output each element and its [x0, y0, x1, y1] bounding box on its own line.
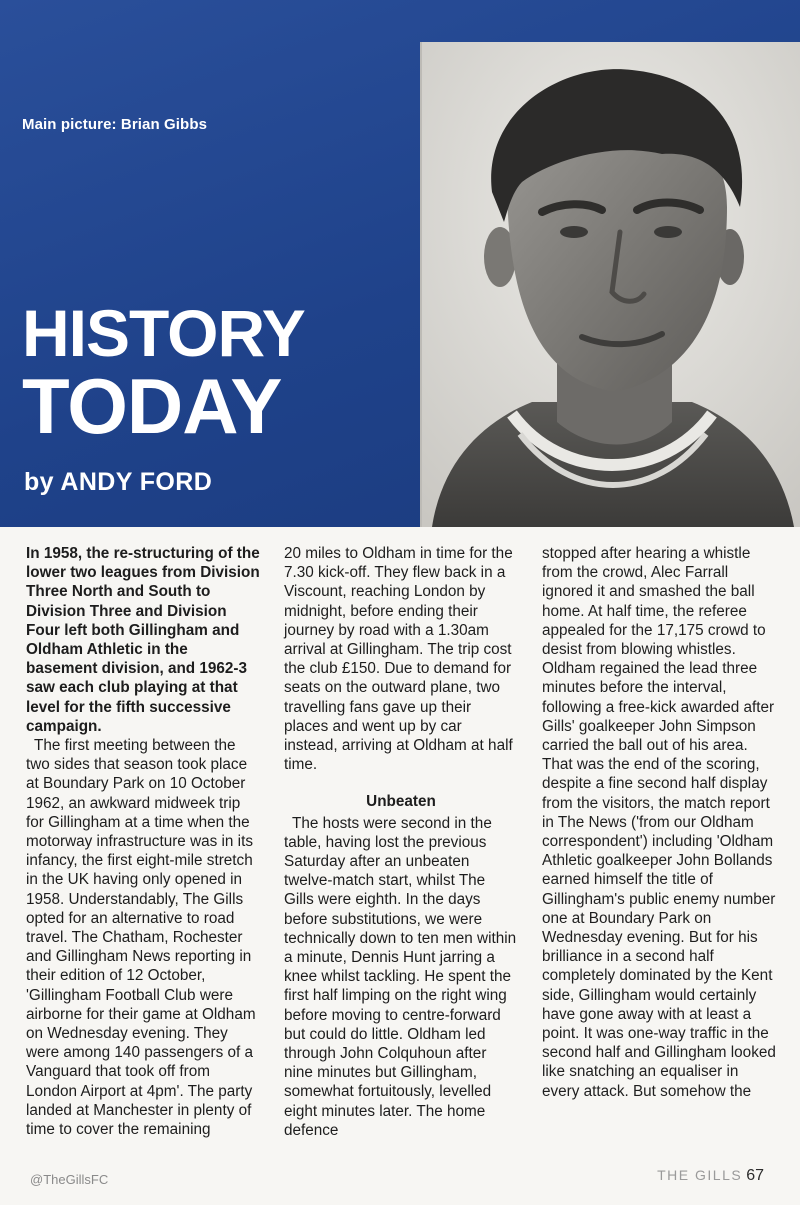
author-byline: by ANDY FORD — [24, 468, 213, 496]
article-paragraph: 20 miles to Oldham in time for the 7.30 kick-off. They flew back in a Viscount, reaching London by midnight, before ending their journey by road with a 1.30am arrival at Gillingham. The trip cost the club £150. Due to demand for seats on the outward plane, two travelling fans gave up their places and went up by car instead, arriving at Oldham at half time. — [284, 545, 513, 774]
article-body — [26, 544, 776, 1144]
article-column-1 — [26, 544, 260, 1144]
page-number: 67 — [746, 1167, 764, 1184]
article-paragraph: The hosts were second in the table, having lost the previous Saturday after an unbeaten twelve-match start, whilst The Gills were eighth. In the days before substitutions, we were technically down to ten men within a minute, Dennis Hunt jarring a knee whilst tackling. He spent the first half limping on the right wing before moving to centre-forward but could do little. Oldham led through John Colquhoun after nine minutes but Gillingham, somewhat fortuitously, levelled eight minutes later. The home defence — [284, 814, 517, 1139]
photo-caption: Main picture: Brian Gibbs — [22, 116, 208, 133]
header-banner — [0, 0, 800, 527]
title-line-history: HISTORY — [22, 296, 305, 370]
player-photo — [420, 42, 800, 527]
article-subheading: Unbeaten — [366, 793, 436, 811]
article-paragraph: stopped after hearing a whistle from the crowd, Alec Farrall ignored it and smashed the ball home. At half time, the referee appealed for the 17,175 crowd to desist from blowing whistles. Oldham regained the lead three minutes before the interval, following a free-kick awarded after Gills' goalkeeper John Simpson carried the ball out of his area. That was the end of the scoring, despite a fine second half display from the visitors, the match report in The News ('from our Oldham correspondent') including 'Oldham Athletic goalkeeper John Bollands earned himself the title of Gillingham's public enemy number one at Boundary Park on Wednesday evening. But for his brilliance in a second half completely dominated by the Kent side, Gillingham would certainly have gone away with at least a point. It was one-way traffic in the second half and Gillingham looked like snatching an equaliser in every attack. But somehow the — [542, 545, 776, 1100]
footer-page-marker — [657, 1167, 764, 1185]
footer-publication-name: THE GILLS — [657, 1167, 743, 1183]
article-column-2 — [284, 544, 518, 1144]
title-line-today: TODAY — [22, 361, 282, 450]
article-column-3 — [542, 544, 778, 1144]
page-title — [22, 296, 305, 450]
footer-social-handle: @TheGillsFC — [30, 1172, 109, 1187]
article-paragraph: The first meeting between the two sides that season took place at Boundary Park on 10 October 1962, an awkward midweek trip for Gillingham at a time when the motorway infrastructure was in its infancy, the first eight-mile stretch in the UK having only opened in 1958. Understandably, The Gills opted for an alternative to road travel. The Chatham, Rochester and Gillingham News reporting in their edition of 12 October, 'Gillingham Football Club were airborne for their game at Oldham on Wednesday evening. They were among 140 passengers of a Vanguard that took off from London Airport at 4pm'. The party landed at Manchester in plenty of time to cover the remaining — [26, 737, 256, 1139]
article-lead-paragraph: In 1958, the re-structuring of the lower two leagues from Division Three North and South to Division Three and Division Four left both Gillingham and Oldham Athletic in the basement division, and 1962-3 saw each club playing at that level for the fifth successive campaign. — [26, 545, 260, 735]
player-portrait-illustration — [422, 42, 800, 527]
